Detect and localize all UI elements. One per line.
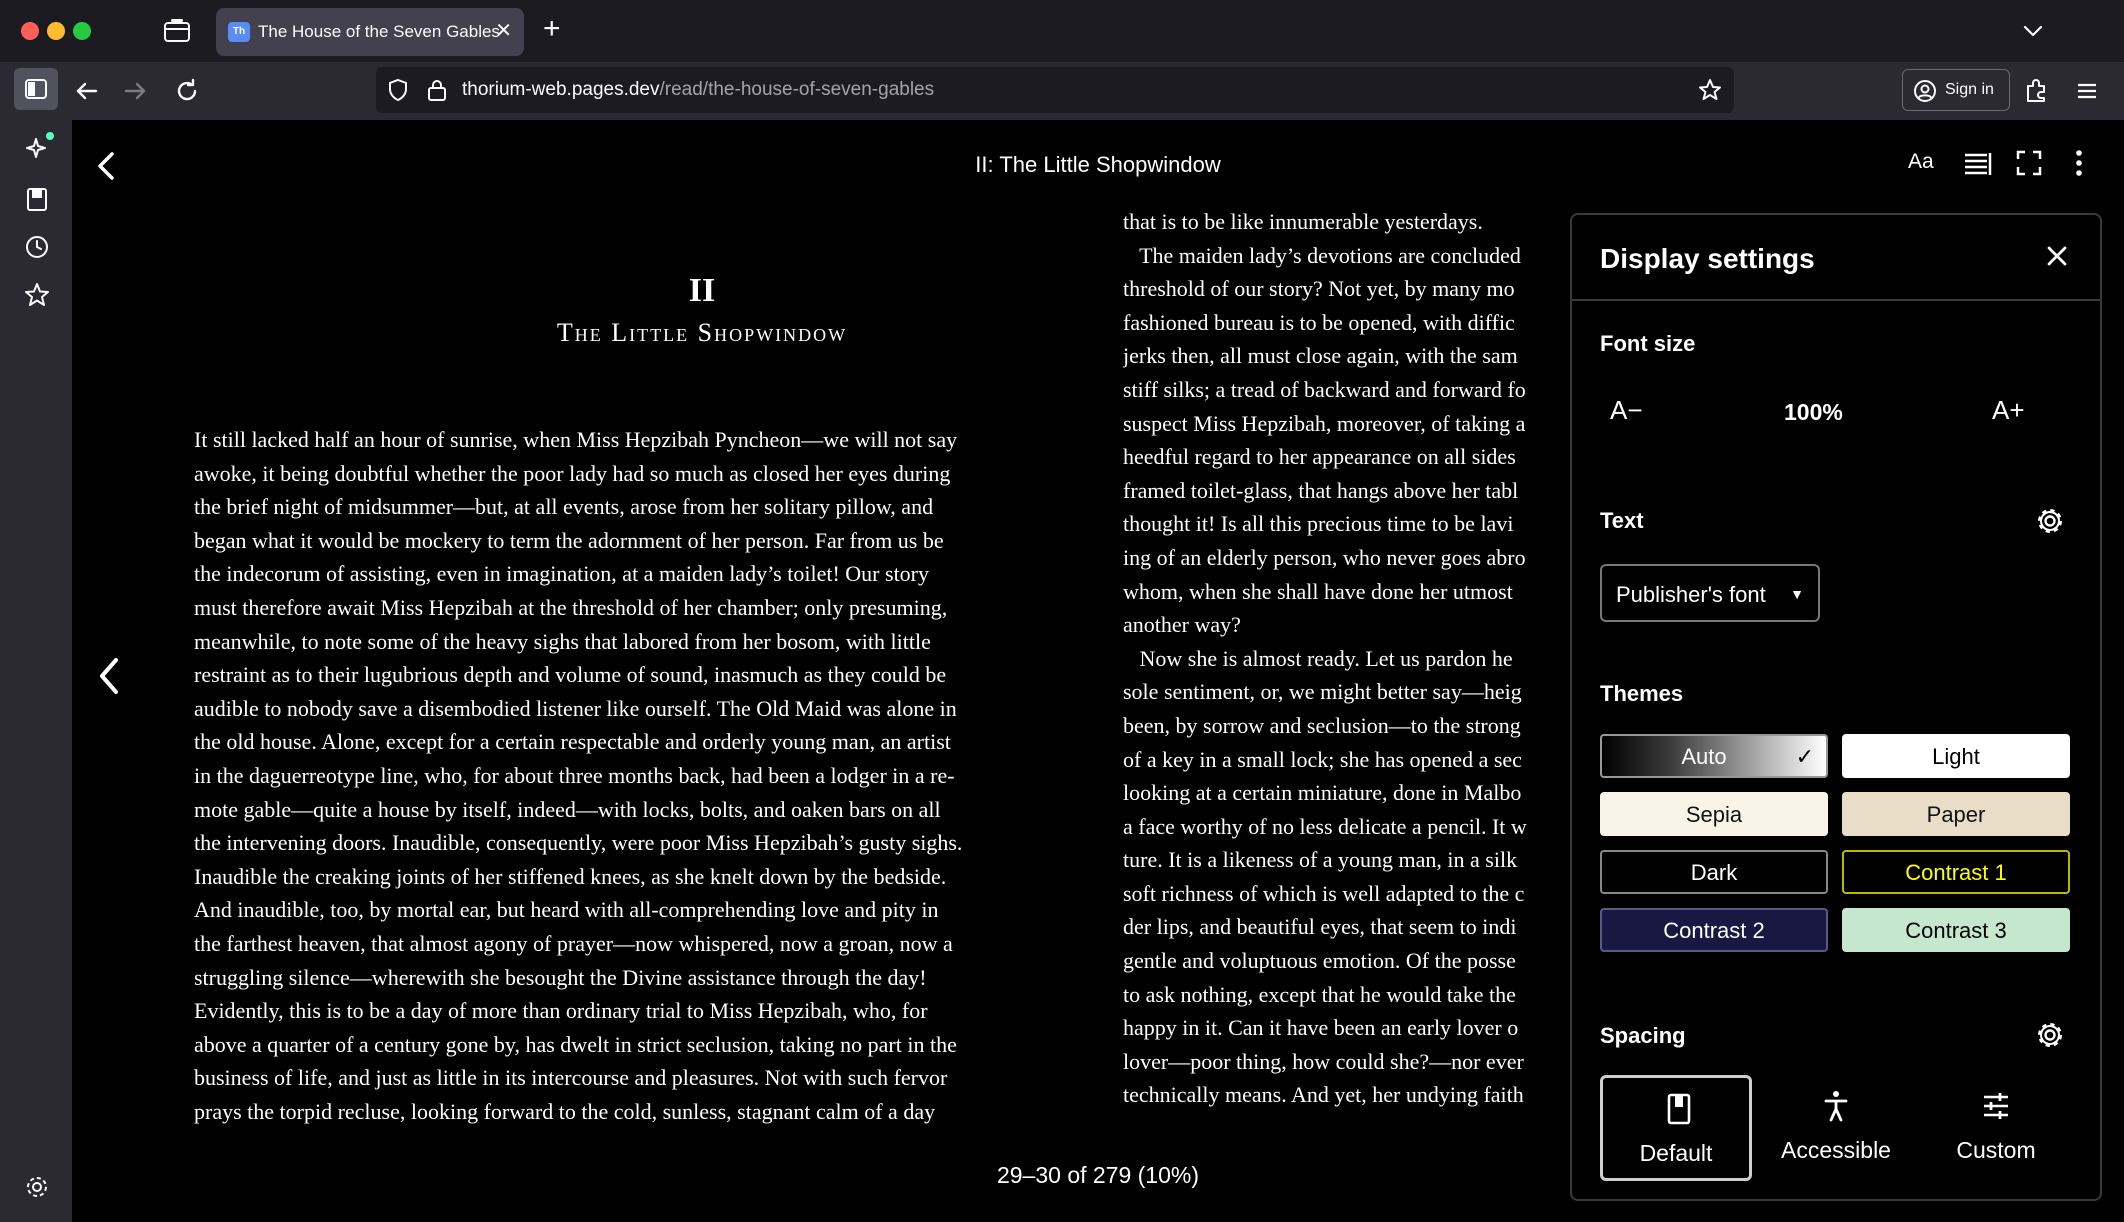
bookmark-star-icon[interactable] xyxy=(1698,78,1722,102)
theme-contrast2-button[interactable] xyxy=(1600,908,1828,952)
panel-title: Display settings xyxy=(1600,243,1815,274)
text-line: of a key in a small lock; she has opened a sec xyxy=(1123,746,1522,772)
window-close-button[interactable] xyxy=(21,22,39,40)
text-line: mote gable—quite a house by itself, indeed—with locks, bolts, and oaken bars on all xyxy=(194,796,941,822)
chapter-title: II: The Little Shopwindow xyxy=(975,152,1221,177)
text-line: Evidently, this is to be a day of more than ordinary trial to Miss Hepzibah, who, for xyxy=(194,998,928,1024)
sidebar-panel-icon xyxy=(24,77,48,101)
theme-light-button[interactable] xyxy=(1842,734,2070,778)
font-settings-button[interactable]: Aa xyxy=(1908,150,1934,173)
theme-label: Auto xyxy=(1681,744,1727,769)
text-line: must therefore await Miss Hepzibah at the threshold of her chamber; only presuming, xyxy=(194,594,948,620)
text-line: gentle and voluptuous emotion. Of the posse xyxy=(1123,948,1516,974)
chapter-number: II xyxy=(688,272,716,309)
hamburger-menu-icon[interactable] xyxy=(2072,76,2102,106)
bookmark-library-icon[interactable] xyxy=(22,184,52,214)
settings-gear-icon[interactable] xyxy=(22,1172,52,1202)
text-line: business of life, and just as little in its intercourse and pleasures. Not with such fervor xyxy=(194,1065,948,1091)
text-line: another way? xyxy=(1123,612,1241,638)
browser-nav-bar xyxy=(0,62,2124,120)
text-line: above a quarter of a century gone by, has dwelt in strict seclusion, taking no part in the xyxy=(194,1031,957,1057)
text-line: framed toilet-glass, that hangs above her tabl xyxy=(1123,477,1519,503)
sign-in-button[interactable] xyxy=(1902,69,2010,111)
text-line: the farthest heaven, that almost agony of prayer—now whispered, now a groan, now a xyxy=(194,930,953,956)
text-line: stiff silks; a tread of backward and forward fo xyxy=(1123,376,1526,402)
spacing-custom-button[interactable] xyxy=(1920,1075,2072,1181)
url-host: thorium-web.pages.dev xyxy=(462,79,660,100)
url-bar[interactable] xyxy=(376,67,1734,113)
font-select-value: Publisher's font xyxy=(1616,582,1766,607)
browser-tab-bar xyxy=(0,0,2124,62)
text-line: been, by sorrow and seclusion—to the strong xyxy=(1123,712,1521,738)
tab-title: The House of the Seven Gables xyxy=(258,22,500,41)
theme-contrast3-button[interactable] xyxy=(1842,908,2070,952)
text-line: Inaudible the creaking joints of her stiffened knees, as she knelt down by the bedside. xyxy=(194,863,947,889)
fullscreen-icon[interactable] xyxy=(2012,146,2046,180)
text-line: soft richness of which is well adapted to the c xyxy=(1123,880,1525,906)
sign-in-label: Sign in xyxy=(1945,81,1994,98)
text-line: It still lacked half an hour of sunrise, when Miss Hepzibah Pyncheon—we will not say xyxy=(194,427,958,452)
caret-down-icon: ▼ xyxy=(1790,586,1804,602)
text-line: audible to nobody save a disembodied listener like ourself. The Old Maid was alone in xyxy=(194,695,957,721)
previous-page-chevron-icon[interactable] xyxy=(92,648,126,704)
tab-list-icon[interactable] xyxy=(162,17,192,45)
table-of-contents-icon[interactable] xyxy=(1960,146,1994,180)
spacing-accessible-button[interactable] xyxy=(1760,1075,1912,1181)
tab-close-icon[interactable]: ✕ xyxy=(495,20,512,42)
text-line: the indecorum of assisting, even in imagination, at a maiden lady’s toilet! Our story xyxy=(194,561,930,587)
page-left-text xyxy=(194,423,1074,1128)
close-icon[interactable] xyxy=(2042,241,2072,271)
text-line: heedful regard to her appearance on all sides xyxy=(1123,444,1516,470)
text-line: The maiden lady’s devotions are concluded xyxy=(1123,242,1521,268)
text-line: fashioned bureau is to be opened, with diffic xyxy=(1123,309,1515,335)
text-line: happy in it. Can it have been an early lover o xyxy=(1123,1015,1519,1041)
text-line: looking at a certain miniature, done in Malbo xyxy=(1123,780,1522,806)
sliders-icon xyxy=(1981,1089,2011,1123)
text-line: sole sentiment, or, we might better say—heig xyxy=(1123,679,1522,705)
reading-progress: 29–30 of 279 (10%) xyxy=(996,1162,1200,1188)
url-text xyxy=(462,79,934,101)
text-line: to ask nothing, except that he would take the xyxy=(1123,981,1516,1007)
forward-arrow-icon[interactable] xyxy=(120,76,150,106)
account-icon xyxy=(1913,79,1937,103)
text-line: lover—poor thing, how could she?—nor ever xyxy=(1123,1048,1524,1074)
theme-auto-button[interactable] xyxy=(1600,734,1828,778)
theme-paper-button[interactable] xyxy=(1842,792,2070,836)
spacing-settings-gear-icon[interactable] xyxy=(2034,1019,2066,1051)
window-minimize-button[interactable] xyxy=(47,22,65,40)
text-line: restraint as to their lugubrious depth and volume of sound, inasmuch as they could be xyxy=(194,662,947,688)
text-line: awoke, it being doubtful whether the poor lady had so much as closed her eyes during xyxy=(194,460,951,486)
text-line: Now she is almost ready. Let us pardon he xyxy=(1123,645,1513,671)
theme-label: Contrast 1 xyxy=(1905,860,2007,885)
text-section-label: Text xyxy=(1600,508,1644,533)
text-line: the brief night of midsummer—but, at all events, arose from her solitary pillow, and xyxy=(194,494,934,520)
page-right-text xyxy=(1123,205,1643,1112)
theme-label: Contrast 3 xyxy=(1905,918,2007,943)
theme-sepia-button[interactable] xyxy=(1600,792,1828,836)
text-line: And inaudible, too, by mortal ear, but heard with all-comprehending love and pity in xyxy=(194,897,939,923)
accessibility-icon xyxy=(1821,1089,1851,1123)
themes-label: Themes xyxy=(1600,681,1684,706)
text-line: technically means. And yet, her undying faith xyxy=(1123,1082,1524,1108)
chapter-heading: The Little Shopwindow xyxy=(556,318,848,347)
font-size-value: 100% xyxy=(1784,399,1843,425)
display-settings-panel xyxy=(1570,213,2102,1201)
text-settings-gear-icon[interactable] xyxy=(2034,505,2066,537)
text-line: prays the torpid recluse, looking forward to the cold, sunless, stagnant calm of a day xyxy=(194,1098,936,1124)
book-icon xyxy=(1664,1092,1694,1126)
text-line: a face worthy of no less delicate a pencil. It w xyxy=(1123,813,1527,839)
thorium-favicon-icon: Th xyxy=(228,22,250,42)
text-line: jerks then, all must close again, with the sam xyxy=(1123,343,1518,369)
text-line: struggling silence—wherewith she besought the Divine assistance through the day! xyxy=(194,964,927,990)
text-line: threshold of our story? Not yet, by many mo xyxy=(1123,276,1515,302)
reload-icon[interactable] xyxy=(172,76,202,106)
panel-divider xyxy=(1572,299,2100,301)
notification-dot xyxy=(46,132,54,140)
check-icon: ✓ xyxy=(1795,744,1814,769)
spacing-default-button[interactable] xyxy=(1600,1075,1752,1181)
text-line: meanwhile, to note some of the heavy sighs that labored from her bosom, with little xyxy=(194,628,931,654)
theme-label: Light xyxy=(1932,744,1980,769)
theme-dark-button[interactable] xyxy=(1600,850,1828,894)
text-line: in the daguerreotype line, who, for about three months back, had been a lodger in a re- xyxy=(194,762,955,788)
font-size-label: Font size xyxy=(1600,331,1696,356)
theme-label: Dark xyxy=(1690,860,1738,885)
theme-label: Contrast 2 xyxy=(1663,918,1765,943)
spacing-label: Custom xyxy=(1956,1137,2036,1163)
font-size-decrease-button[interactable]: A− xyxy=(1610,395,1643,425)
text-line: thought it! Is all this precious time to be lavi xyxy=(1123,511,1514,537)
window-zoom-button[interactable] xyxy=(73,22,91,40)
font-family-select[interactable] xyxy=(1600,564,1820,622)
extensions-puzzle-icon[interactable] xyxy=(2022,76,2052,106)
text-line: began what it would be mockery to term the adornment of her person. Far from us be xyxy=(194,527,944,553)
spacing-label: Accessible xyxy=(1781,1137,1891,1163)
text-line: suspect Miss Hepzibah, moreover, of taking a xyxy=(1123,410,1526,436)
text-line: the old house. Alone, except for a certain respectable and orderly young man, an artist xyxy=(194,729,951,755)
new-tab-button[interactable]: + xyxy=(543,12,561,45)
text-line: ture. It is a likeness of a young man, in a silk xyxy=(1123,847,1518,873)
spacing-section-label: Spacing xyxy=(1600,1023,1686,1048)
theme-contrast1-button[interactable] xyxy=(1842,850,2070,894)
theme-label: Paper xyxy=(1926,802,1986,827)
tracking-protection-shield-icon[interactable] xyxy=(386,78,410,102)
star-icon[interactable] xyxy=(22,280,52,310)
active-tab[interactable] xyxy=(216,8,524,56)
url-path: /read/the-house-of-seven-gables xyxy=(659,79,935,100)
chevron-down-icon[interactable] xyxy=(2020,18,2046,44)
lock-icon[interactable] xyxy=(426,78,448,102)
sidebar-toggle-button[interactable] xyxy=(14,68,58,110)
text-line: that is to be like innumerable yesterdays. xyxy=(1123,209,1483,234)
text-line: the intervening doors. Inaudible, consequently, were poor Miss Hepzibah’s gusty sighs. xyxy=(194,830,963,856)
theme-label: Sepia xyxy=(1685,802,1743,827)
browser-sidebar xyxy=(0,120,72,1222)
spacing-label: Default xyxy=(1639,1140,1713,1166)
back-arrow-icon[interactable] xyxy=(72,76,102,106)
history-clock-icon[interactable] xyxy=(22,232,52,262)
text-line: ing of an elderly person, who never goes abro xyxy=(1123,544,1526,570)
font-size-increase-button[interactable]: A+ xyxy=(1992,395,2025,425)
text-line: whom, when she shall have done her utmost xyxy=(1123,578,1513,604)
more-vertical-icon[interactable] xyxy=(2062,146,2096,180)
text-line: der lips, and beautiful eyes, that seem to indi xyxy=(1123,914,1517,940)
